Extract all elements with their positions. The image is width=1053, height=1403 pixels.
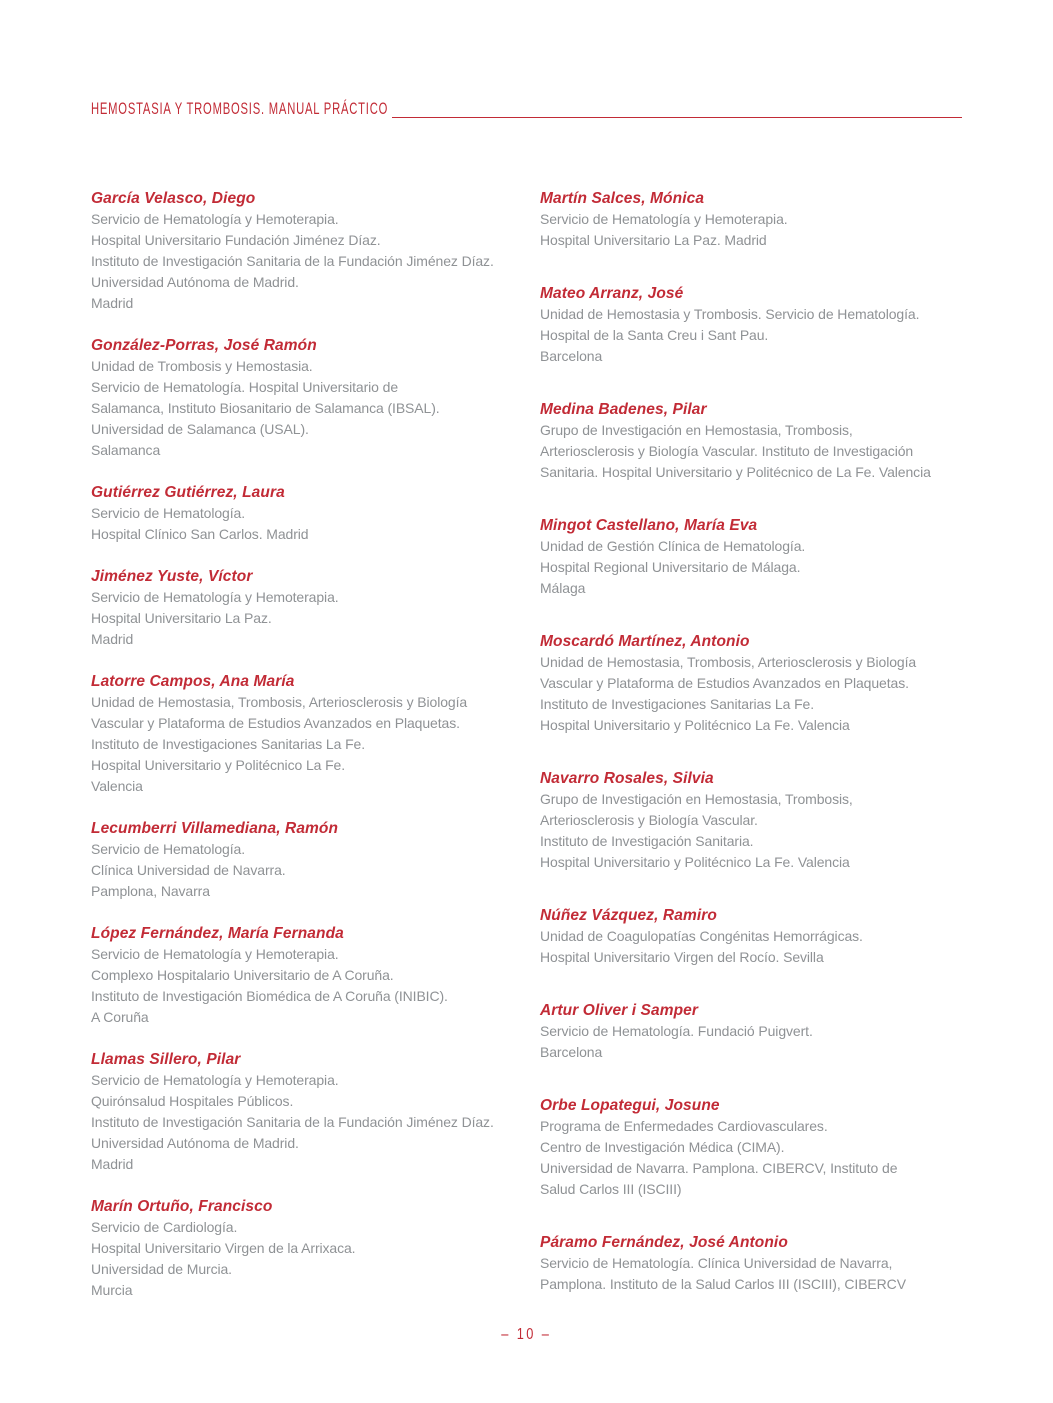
contributor-entry [540,768,974,873]
contributor-entry [540,631,974,736]
contributor-entry [91,1196,525,1301]
contributor-name: Mingot Castellano, María Eva [540,517,758,534]
contributor-name: Latorre Campos, Ana María [91,673,295,690]
affiliation-line: Sanitaria. Hospital Universitario y Politécnico de La Fe. Valencia [540,464,931,480]
affiliation-line: Arteriosclerosis y Biología Vascular. Instituto de Investigación [540,443,914,459]
contributor-name: Lecumberri Villamediana, Ramón [91,820,339,837]
contributor-name: Artur Oliver i Samper [540,1002,699,1019]
affiliation-line: Universidad de Navarra. Pamplona. CIBERCV, Instituto de [540,1160,898,1176]
affiliation-line: Servicio de Hematología. Clínica Universidad de Navarra, [540,1255,893,1271]
affiliation-line: Vascular y Plataforma de Estudios Avanzados en Plaquetas. [540,675,909,691]
affiliation-line: Barcelona [540,1044,603,1060]
affiliation-line: Centro de Investigación Médica (CIMA). [540,1139,785,1155]
contributor-name: Martín Salces, Mónica [540,190,705,207]
contributor-name: García Velasco, Diego [91,190,256,207]
affiliation-line: Servicio de Hematología y Hemoterapia. [91,946,339,962]
contributors-column-left [91,188,525,1322]
affiliation-line: Unidad de Hemostasia y Trombosis. Servicio de Hematología. [540,306,920,322]
contributor-name: González-Porras, José Ramón [91,337,317,354]
affiliation-line: Barcelona [540,348,603,364]
affiliation-line: Hospital Universitario Fundación Jiménez Díaz. [91,232,381,248]
contributor-entry [91,671,525,797]
page-header [91,99,962,119]
affiliation-line: Servicio de Cardiología. [91,1219,238,1235]
contributor-entry [540,1000,974,1063]
contributor-entry [540,283,974,367]
contributor-name: Medina Badenes, Pilar [540,401,707,418]
page-footer [0,1326,1053,1344]
contributor-name: Gutiérrez Gutiérrez, Laura [91,484,285,501]
affiliation-line: Servicio de Hematología y Hemoterapia. [91,1072,339,1088]
contributor-name: Mateo Arranz, José [540,285,684,302]
affiliation-line: Málaga [540,580,586,596]
contributor-entry [540,1095,974,1200]
affiliation-line: Instituto de Investigación Sanitaria. [540,833,754,849]
affiliation-line: Servicio de Hematología. [91,841,246,857]
affiliation-line: Murcia [91,1282,133,1298]
affiliation-line: Madrid [91,295,134,311]
affiliation-line: Quirónsalud Hospitales Públicos. [91,1093,294,1109]
affiliation-line: Grupo de Investigación en Hemostasia, Trombosis, [540,422,853,438]
contributor-name: Moscardó Martínez, Antonio [540,633,750,650]
affiliation-line: Instituto de Investigaciones Sanitarias La Fe. [540,696,815,712]
affiliation-line: Complexo Hospitalario Universitario de A Coruña. [91,967,394,983]
affiliation-line: Salud Carlos III (ISCIII) [540,1181,682,1197]
affiliation-line: Hospital Regional Universitario de Málaga. [540,559,801,575]
affiliation-line: Clínica Universidad de Navarra. [91,862,286,878]
contributor-entry [91,566,525,650]
affiliation-line: Servicio de Hematología. [91,505,246,521]
affiliation-line: Madrid [91,631,134,647]
contributor-name: Jiménez Yuste, Víctor [91,568,253,585]
affiliation-line: Hospital Universitario Virgen de la Arrixaca. [91,1240,356,1256]
contributor-entry [540,1232,974,1295]
affiliation-line: Universidad Autónoma de Madrid. [91,1135,299,1151]
contributor-name: López Fernández, María Fernanda [91,925,344,942]
contributor-entry [91,923,525,1028]
contributor-entry [91,1049,525,1175]
affiliation-line: Hospital Universitario Virgen del Rocío. Sevilla [540,949,824,965]
affiliation-line: Arteriosclerosis y Biología Vascular. [540,812,758,828]
contributor-entry [91,818,525,902]
contributors-column-right [540,188,974,1327]
contributor-name: Navarro Rosales, Silvia [540,770,714,787]
affiliation-line: Valencia [91,778,143,794]
header-rule [392,117,962,118]
affiliation-line: Servicio de Hematología. Hospital Universitario de [91,379,399,395]
contributor-entry [91,188,525,314]
contributor-name: Llamas Sillero, Pilar [91,1051,241,1068]
affiliation-line: Servicio de Hematología y Hemoterapia. [91,211,339,227]
affiliation-line: Hospital Universitario y Politécnico La Fe. Valencia [540,854,850,870]
affiliation-line: Hospital Universitario La Paz. Madrid [540,232,767,248]
affiliation-line: Pamplona. Instituto de la Salud Carlos III (ISCIII), CIBERCV [540,1276,906,1292]
book-title: HEMOSTASIA Y TROMBOSIS. MANUAL PRÁCTICO [91,99,389,118]
affiliation-line: Salamanca, Instituto Biosanitario de Salamanca (IBSAL). [91,400,440,416]
affiliation-line: Unidad de Trombosis y Hemostasia. [91,358,313,374]
contributor-entry [540,399,974,483]
page-number: – 10 – [501,1326,552,1343]
affiliation-line: Pamplona, Navarra [91,883,210,899]
contributor-name: Páramo Fernández, José Antonio [540,1234,788,1251]
affiliation-line: Hospital de la Santa Creu i Sant Pau. [540,327,769,343]
affiliation-line: Universidad de Salamanca (USAL). [91,421,309,437]
contributor-entry [540,905,974,968]
affiliation-line: Instituto de Investigación Sanitaria de la Fundación Jiménez Díaz. [91,1114,494,1130]
contributor-entry [540,515,974,599]
contributor-entry [540,188,974,251]
affiliation-line: Universidad Autónoma de Madrid. [91,274,299,290]
affiliation-line: Unidad de Hemostasia, Trombosis, Arteriosclerosis y Biología [91,694,468,710]
affiliation-line: Hospital Clínico San Carlos. Madrid [91,526,309,542]
contributor-name: Orbe Lopategui, Josune [540,1097,720,1114]
affiliation-line: Salamanca [91,442,161,458]
contributor-entry [91,335,525,461]
affiliation-line: Universidad de Murcia. [91,1261,232,1277]
affiliation-line: A Coruña [91,1009,149,1025]
affiliation-line: Programa de Enfermedades Cardiovasculares. [540,1118,828,1134]
affiliation-line: Vascular y Plataforma de Estudios Avanzados en Plaquetas. [91,715,460,731]
affiliation-line: Servicio de Hematología y Hemoterapia. [91,589,339,605]
affiliation-line: Instituto de Investigación Sanitaria de la Fundación Jiménez Díaz. [91,253,494,269]
affiliation-line: Madrid [91,1156,134,1172]
affiliation-line: Servicio de Hematología y Hemoterapia. [540,211,788,227]
contributor-name: Marín Ortuño, Francisco [91,1198,273,1215]
contributor-name: Núñez Vázquez, Ramiro [540,907,717,924]
affiliation-line: Hospital Universitario y Politécnico La Fe. Valencia [540,717,850,733]
affiliation-line: Servicio de Hematología. Fundació Puigvert. [540,1023,813,1039]
affiliation-line: Unidad de Gestión Clínica de Hematología. [540,538,806,554]
affiliation-line: Instituto de Investigaciones Sanitarias La Fe. [91,736,366,752]
affiliation-line: Hospital Universitario La Paz. [91,610,272,626]
affiliation-line: Grupo de Investigación en Hemostasia, Trombosis, [540,791,853,807]
affiliation-line: Instituto de Investigación Biomédica de A Coruña (INIBIC). [91,988,448,1004]
affiliation-line: Unidad de Hemostasia, Trombosis, Arteriosclerosis y Biología [540,654,917,670]
affiliation-line: Unidad de Coagulopatías Congénitas Hemorrágicas. [540,928,863,944]
affiliation-line: Hospital Universitario y Politécnico La Fe. [91,757,346,773]
header-title-wrap [91,99,392,119]
contributor-entry [91,482,525,545]
